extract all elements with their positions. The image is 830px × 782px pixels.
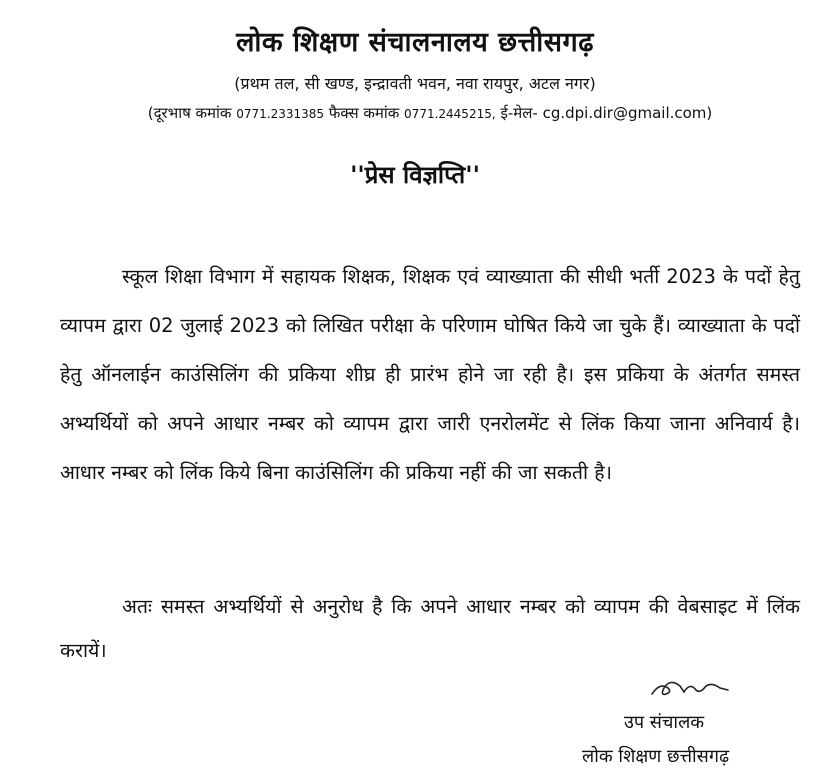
fax-label: फैक्स कमांक (328, 104, 400, 122)
signatory-designation: उप संचालक (624, 712, 705, 733)
office-contact-line (60, 103, 800, 123)
email-address: cg.dpi.dir@gmail.com) (542, 104, 713, 122)
body-paragraph-1: स्कूल शिक्षा विभाग में सहायक शिक्षक, शिक्षक एवं व्याख्याता की सीधी भर्ती 2023 के पदों हेतु व्यापम द्वारा 02 जुलाई 2023 को लिखित परीक्षा के परिणाम घोषित किये जा चुके हैं। व्याख्याता के पदों हेतु ऑनलाईन काउंसिलिंग की प्रकिया शीघ्र ही प्रारंभ होने जा रही है। इस प्रकिया के अंतर्गत समस्त अभ्यर्थियों को अपने आधार नम्बर को व्यापम द्वारा जारी एनरोलमेंट से लिंक किया जाना अनिवार्य है। आधार नम्बर को लिंक किये बिना काउंसिलिंग की प्रकिया नहीं की जा सकती है। (60, 265, 800, 484)
office-title: लोक शिक्षण संचालनालय छत्तीसगढ़ (236, 27, 594, 58)
body-paragraph-2: अतः समस्त अभ्यर्थियों से अनुरोध है कि अपने आधार नम्बर को व्यापम की वेबसाइट में लिंक करायें। (60, 595, 800, 662)
office-address: (प्रथम तल, सी खण्ड, इन्द्रावती भवन, नवा रायपुर, अटल नगर) (234, 74, 596, 93)
handwritten-signature (650, 674, 730, 702)
email-label: ई-मेल- (500, 104, 538, 122)
signatory-office: लोक शिक्षण छत्तीसगढ़ (582, 746, 730, 767)
fax-number: 0771.2445215, (404, 107, 496, 121)
press-release-heading: ''प्रेस विज्ञप्ति'' (350, 161, 480, 189)
phone-label: (दूरभाष कमांक (147, 104, 232, 122)
phone-number: 0771.2331385 (236, 107, 325, 121)
